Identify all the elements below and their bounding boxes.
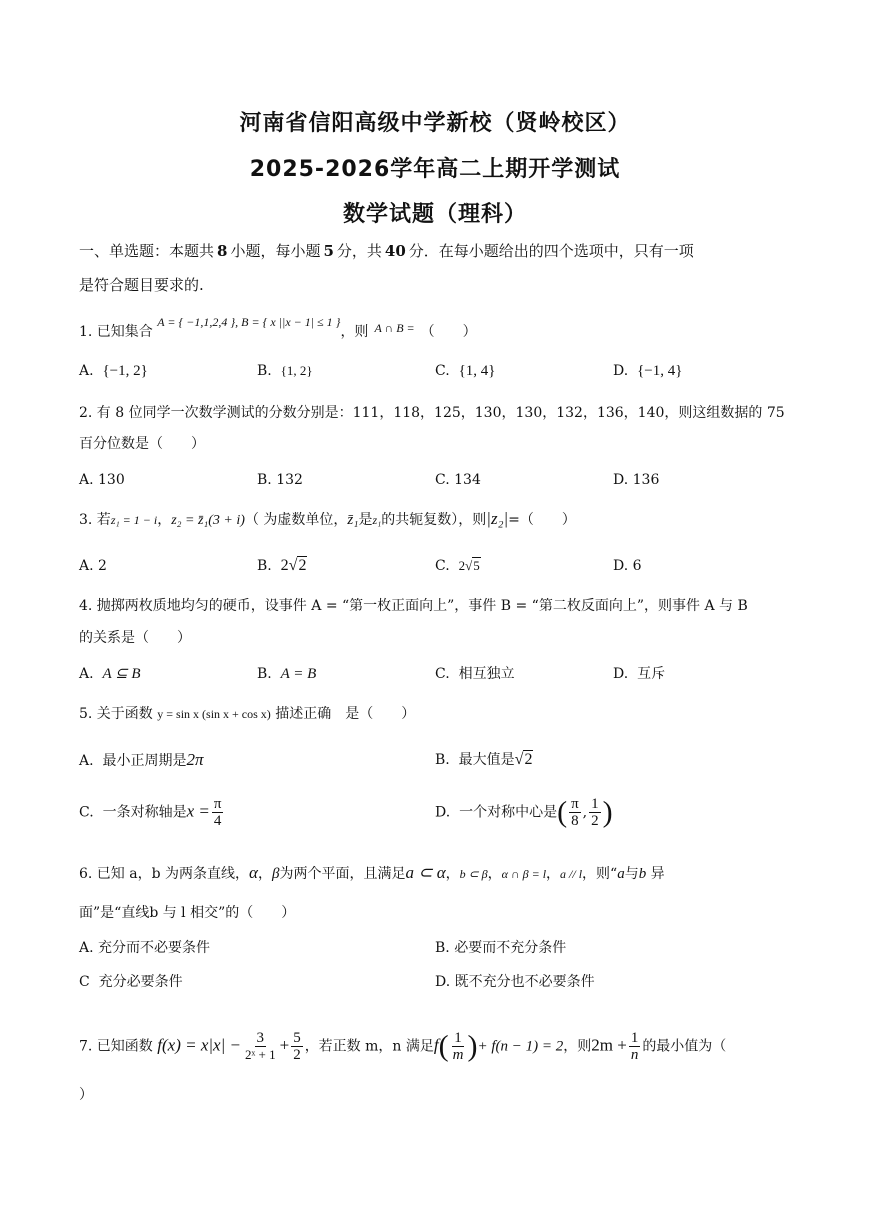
- q4-option-c[interactable]: C. 相互独立: [435, 666, 515, 682]
- exam-title: 2025-2026学年高二上期开学测试: [249, 157, 621, 182]
- q3-option-d[interactable]: D. 6: [613, 558, 642, 574]
- question-5: 5. 关于函数 y = sin x (sin x + cos x) 描述正确 是（ ）: [79, 706, 416, 722]
- school-title: 河南省信阳高级中学新校（贤岭校区）: [239, 111, 631, 136]
- question-1: 1. 已知集合 A = { −1,1,2,4 }, B = { x ||x − 1| ≤ 1 }，则 A ∩ B = （ ）: [79, 315, 477, 340]
- q2-option-c[interactable]: C. 134: [435, 472, 481, 488]
- q5-option-d[interactable]: D. 一个对称中心是( $\frac{\pi}{8}$ , $\frac{1}{2}$ ): [435, 795, 613, 829]
- q4-option-b[interactable]: B. A = B: [257, 666, 317, 682]
- q3-option-c[interactable]: C. 2√5: [435, 558, 480, 574]
- question-2: 2. 有 8 位同学一次数学测试的分数分别是：111，118，125，130，130，132，136，140，则这组数据的 75: [79, 405, 785, 421]
- question-7-line2: ）: [79, 1087, 93, 1103]
- q5-option-b[interactable]: B. 最大值是√2: [435, 751, 533, 768]
- q2-option-d[interactable]: D. 136: [613, 472, 660, 488]
- q4-option-d[interactable]: D. 互斥: [613, 666, 666, 682]
- section-heading: 一、单选题：本题共 8 小题，每小题 5 分，共 40 分．在每小题给出的四个选项中，只有一项: [79, 242, 694, 260]
- q3-option-b[interactable]: B. 2√2: [257, 557, 307, 574]
- question-3: 3. 若z₁ = 1 − i，z₂ = z̄₁(3 + i)（ 为虚数单位，z̄₁是z₁的共轭复数），则|z₂|=（ ）: [79, 509, 576, 528]
- section-heading-line2: 是符合题目要求的.: [79, 276, 204, 294]
- q6-option-d[interactable]: D. 既不充分也不必要条件: [435, 974, 595, 990]
- q5-option-c[interactable]: C. 一条对称轴是x = $\frac{\pi}{4}$: [79, 796, 222, 829]
- question-7: 7. 已知函数 f(x) = x|x| − $\frac{3}{\text{2ˣ + 1}}$ + $\frac{5}{2}$ ，若正数 m，n 满足f( $\frac{1}{m}$ )+ f(n − 1) = 2，则2m + $\frac{1}{n}$ 的最小值为（: [79, 1029, 727, 1063]
- question-4: 4. 抛掷两枚质地均匀的硬币，设事件 A = “第一枚正面向上”，事件 B = “第二枚反面向上”，则事件 A 与 B: [79, 598, 748, 614]
- q1-option-a[interactable]: A. {−1, 2}: [79, 363, 148, 379]
- q6-option-a[interactable]: A. 充分而不必要条件: [79, 940, 211, 956]
- q2-option-a[interactable]: A. 130: [79, 472, 125, 488]
- question-6-line2: 面”是“直线b 与 l 相交”的（ ）: [79, 905, 296, 921]
- q3-option-a[interactable]: A. 2: [79, 558, 107, 574]
- q6-option-b[interactable]: B. 必要而不充分条件: [435, 940, 567, 956]
- q2-option-b[interactable]: B. 132: [257, 472, 303, 488]
- q6-option-c[interactable]: C 充分必要条件: [79, 974, 183, 990]
- q4-option-a[interactable]: A. A ⊆ B: [79, 666, 141, 682]
- question-2-line2: 百分位数是（ ）: [79, 436, 205, 452]
- q1-option-b[interactable]: B. {1, 2}: [257, 363, 313, 379]
- question-4-line2: 的关系是（ ）: [79, 630, 191, 646]
- q1-option-c[interactable]: C. {1, 4}: [435, 363, 496, 379]
- question-6: 6. 已知 a，b 为两条直线，α，β为两个平面，且满足a ⊂ α，b ⊂ β，α ∩ β = l，a // l，则“a与b 异: [79, 863, 665, 882]
- q1-option-d[interactable]: D. {−1, 4}: [613, 363, 683, 379]
- q5-option-a[interactable]: A. 最小正周期是2π: [79, 750, 204, 769]
- subject-title: 数学试题（理科）: [342, 202, 527, 227]
